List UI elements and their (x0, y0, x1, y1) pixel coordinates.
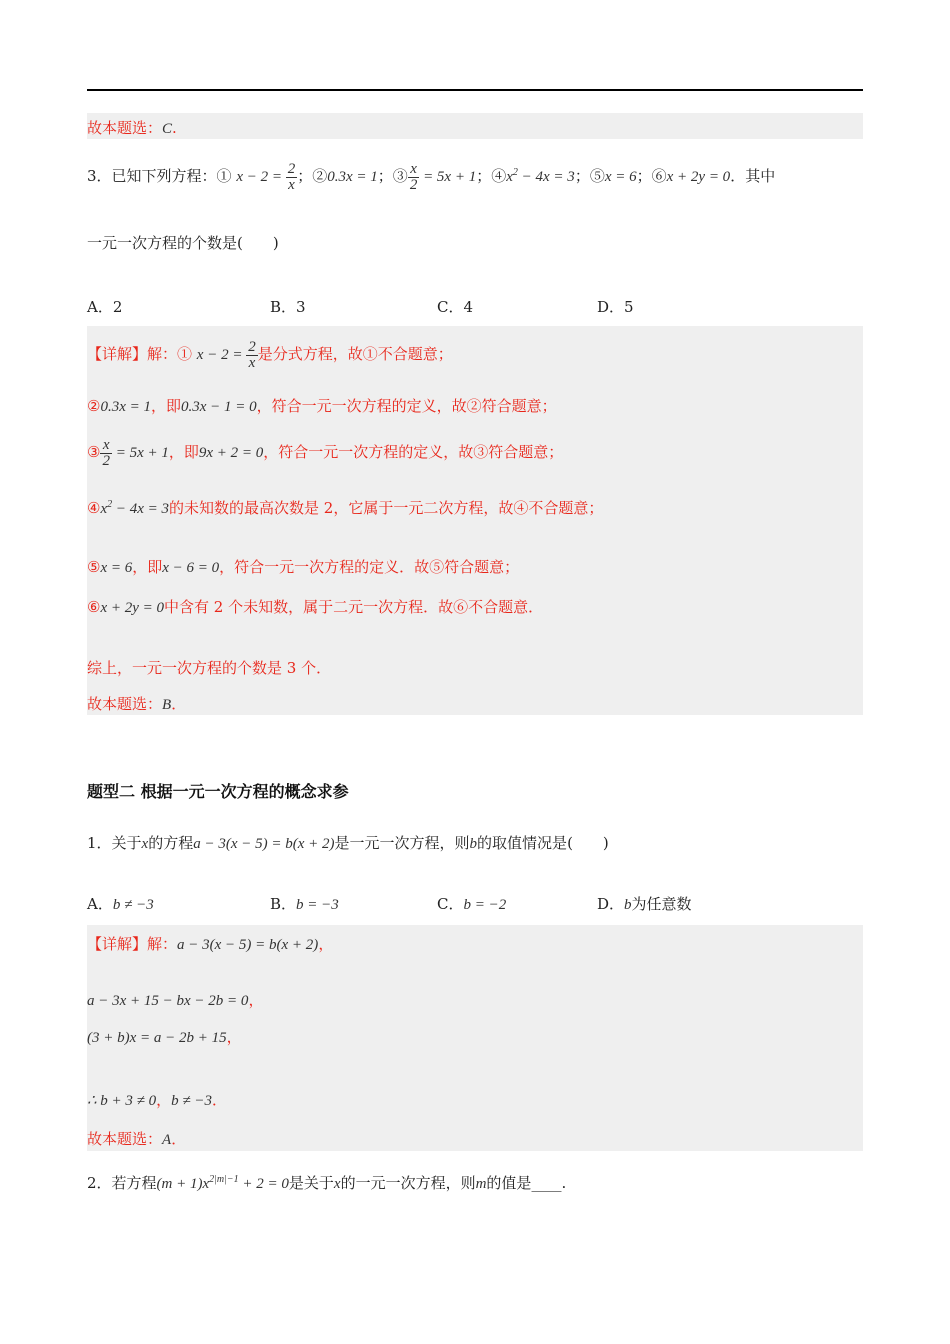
equation: x + 2y = 0 (100, 600, 165, 616)
eq-mark: ；⑥ (636, 166, 667, 185)
prev-solution-band (87, 113, 863, 139)
equation: a − 3(x − 5) = b(x + 2) (177, 937, 319, 953)
equation: a − 3x + 15 − bx − 2b = 0 (87, 993, 249, 1009)
option-math: b = −2 (463, 897, 507, 913)
option-letter: D． (597, 895, 625, 913)
text: 是一元一次方程，则 (334, 834, 470, 852)
solution-1-line-2 (87, 989, 263, 1010)
option-math: b ≠ −3 (112, 897, 154, 913)
eq-mark: ⑥ (87, 598, 101, 616)
question-2-stem (87, 1172, 566, 1193)
eq-mark: ② (87, 397, 101, 415)
option-math: b = −3 (296, 897, 339, 913)
stem-text: 一元一次方程的个数是 (87, 234, 238, 252)
answer-value: C (162, 121, 173, 137)
answer-value: B (162, 697, 172, 713)
option-a[interactable] (87, 893, 154, 914)
equation-1: x − 2 = $\frac{2}{x}$ (236, 161, 296, 193)
explanation: ，符合一元一次方程的定义，故③符合题意； (263, 442, 564, 461)
text: 2．若方程 (87, 1174, 157, 1192)
answer-end: ． (171, 695, 187, 713)
text: ，即 (150, 397, 181, 415)
solution-3-line-5 (87, 556, 519, 577)
explanation: ，符合一元一次方程的定义，故②符合题意； (256, 397, 557, 415)
option-letter: C． (437, 895, 464, 913)
explanation: 中含有 2 个未知数，属于二元一次方程．故⑥不合题意． (164, 598, 544, 616)
solution-3-answer (87, 693, 186, 714)
punct: ， (226, 1028, 242, 1046)
section-title: 题型二 根据一元一次方程的概念求参 (87, 782, 349, 801)
text: 的取值情况是 (477, 834, 568, 852)
text: 是关于 (288, 1174, 334, 1192)
text: 的值是 (486, 1174, 532, 1192)
prev-answer-line (87, 117, 177, 138)
option-math: b (624, 897, 632, 913)
detail-label: 【详解】解： (87, 935, 178, 953)
question-number: 3．已知下列方程： (87, 166, 217, 185)
option-letter: A． (87, 895, 113, 913)
equation: 0.3x − 1 = 0 (181, 399, 257, 415)
answer-label: 故本题选： (87, 695, 163, 713)
solution-1-line-3 (87, 1026, 242, 1047)
variable: x (333, 1176, 341, 1192)
punct: ， (318, 935, 334, 953)
option-d[interactable]: D．5 (597, 298, 634, 316)
equation: ∴ b + 3 ≠ 0 (87, 1093, 157, 1109)
solution-1-line-1 (87, 933, 333, 954)
equation: x = 6 (100, 560, 133, 576)
answer-blank[interactable]: ____ (531, 1174, 562, 1192)
header-rule (87, 89, 863, 91)
eq-mark: ⑤ (87, 558, 101, 576)
punct: ， (156, 1091, 172, 1109)
answer-label: 故本题选： (87, 1130, 163, 1148)
answer-value: A (162, 1132, 172, 1148)
equation: 0.3x = 1 (100, 399, 151, 415)
punct: . (561, 1174, 567, 1192)
question-3-stem-line2 (87, 232, 279, 253)
solution-3-line-6 (87, 596, 543, 617)
text: 的方程 (148, 834, 194, 852)
equation-2: 0.3x = 1 (327, 168, 378, 185)
text: ，即 (132, 558, 163, 576)
equation: $x^2 - 4x = 3$ (100, 499, 170, 517)
stem-tail: ．其中 (730, 166, 776, 185)
equation-3: $\frac{x}{2}$ = 5x + 1 (409, 161, 477, 193)
equation: x − 6 = 0 (162, 560, 220, 576)
option-c[interactable] (437, 893, 506, 914)
option-letter: B． (270, 895, 297, 913)
detail-label: 【详解】解：① (87, 344, 193, 363)
punct: ， (248, 991, 264, 1009)
equation: $\frac{x}{2}$ = 5x + 1 (102, 437, 169, 469)
option-b[interactable] (270, 893, 339, 914)
eq-mark: ；⑤ (574, 166, 605, 185)
eq-mark: ；② (297, 166, 328, 185)
explanation: 的未知数的最高次数是 2，它属于一元二次方程，故④不合题意； (169, 499, 604, 517)
punct: ． (212, 1091, 228, 1109)
option-c[interactable]: C．4 (437, 298, 474, 316)
eq-mark: ① (216, 166, 232, 185)
eq-mark: ；④ (476, 166, 507, 185)
explanation: 是分式方程，故①不合题意； (257, 344, 453, 363)
solution-3-line-1 (87, 340, 453, 371)
equation-4: $x^2 - 4x = 3$ (506, 166, 575, 185)
equation: b ≠ −3 (171, 1093, 213, 1109)
answer-end: . (172, 119, 177, 137)
equation-6: x + 2y = 0 (666, 168, 731, 185)
option-b[interactable]: B．3 (270, 298, 306, 316)
variable: x (141, 836, 149, 852)
equation: 9x + 2 = 0 (198, 444, 264, 461)
eq-mark: ③ (87, 442, 101, 461)
equation: $(m + 1)x^{2|m|-1} + 2 = 0$ (156, 1174, 289, 1192)
question-1-stem (87, 832, 609, 853)
text: 1．关于 (87, 834, 142, 852)
equation-1: x − 2 = $\frac{2}{x}$ (196, 339, 256, 371)
answer-end: ． (171, 1130, 187, 1148)
answer-paren: ( ) (567, 834, 609, 852)
option-a[interactable]: A．2 (87, 298, 123, 316)
equation-5: x = 6 (604, 168, 637, 185)
answer-label: 故本题选： (87, 119, 163, 137)
option-text: 为任意数 (631, 895, 692, 913)
explanation: ，符合一元一次方程的定义．故⑤符合题意； (219, 558, 520, 576)
answer-paren: ( ) (237, 234, 279, 252)
solution-3-line-3 (87, 438, 563, 469)
equation: a − 3(x − 5) = b(x + 2) (193, 836, 335, 852)
eq-mark: ④ (87, 499, 101, 517)
variable: b (469, 836, 478, 852)
solution-1-answer (87, 1128, 186, 1149)
solution-3-line-4 (87, 497, 603, 518)
solution-3-summary: 综上，一元一次方程的个数是 3 个． (87, 659, 332, 677)
solution-1-line-4 (87, 1089, 227, 1110)
text: 的一元一次方程，则 (340, 1174, 476, 1192)
text: ，即 (168, 442, 199, 461)
question-3-stem (87, 162, 775, 193)
equation: (3 + b)x = a − 2b + 15 (87, 1030, 227, 1046)
option-d[interactable] (597, 893, 692, 914)
eq-mark: ；③ (377, 166, 408, 185)
variable: m (475, 1176, 487, 1192)
solution-3-line-2 (87, 395, 557, 416)
